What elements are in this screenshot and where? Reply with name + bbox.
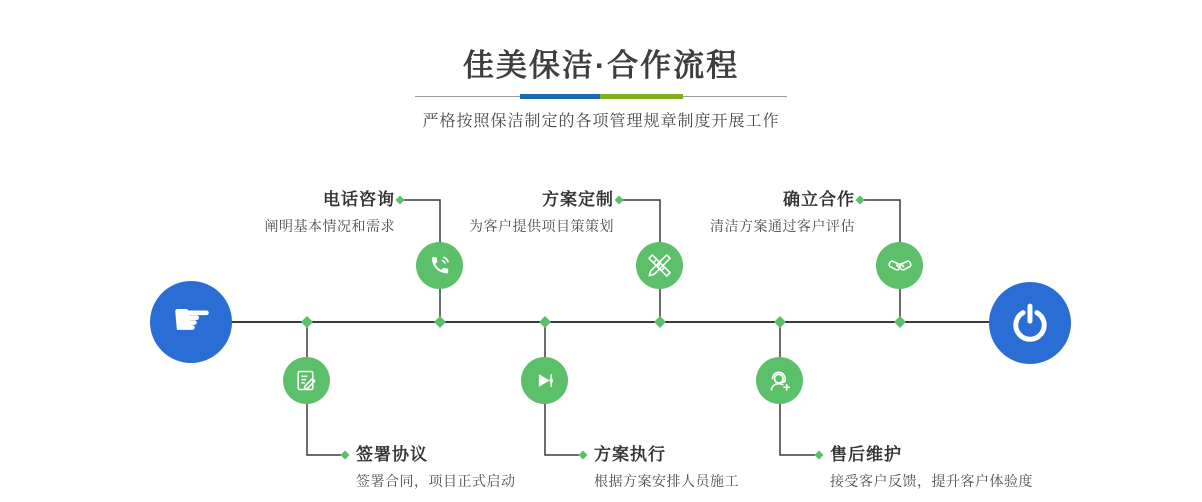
page-title: 佳美保洁·合作流程 — [462, 48, 740, 83]
step-desc: 阐明基本情况和需求 — [264, 218, 395, 234]
node-design — [636, 242, 683, 289]
node-phone — [416, 242, 463, 289]
step-title: 方案执行 — [594, 445, 666, 464]
node-execution — [521, 357, 568, 404]
junction-diamonds — [301, 196, 906, 460]
step-desc: 根据方案安排人员施工 — [594, 473, 739, 489]
power-icon — [1007, 300, 1053, 346]
step-desc: 为客户提供项目策策划 — [469, 218, 614, 234]
phone-icon — [426, 252, 453, 279]
step-desc: 签署合同，项目正式启动 — [356, 473, 516, 489]
step-sign-agreement — [356, 445, 616, 490]
step-phone-consult — [185, 190, 395, 235]
node-aftersales — [756, 357, 803, 404]
end-node — [989, 282, 1071, 364]
node-cooperation — [876, 242, 923, 289]
handshake-icon — [886, 252, 914, 280]
step-title: 确立合作 — [783, 190, 855, 209]
step-establish-coop — [645, 190, 855, 235]
step-title: 签署协议 — [356, 445, 428, 464]
step-aftersales — [830, 445, 1090, 490]
page-subtitle: 严格按照保洁制定的各项管理规章制度开展工作 — [422, 113, 780, 130]
support-icon — [766, 367, 794, 395]
step-title: 电话咨询 — [323, 190, 395, 209]
pointing-hand-icon: ☛ — [171, 293, 213, 345]
pencil-ruler-icon — [646, 252, 673, 279]
step-plan-custom — [404, 190, 614, 235]
step-title: 方案定制 — [542, 190, 614, 209]
play-icon — [531, 367, 558, 394]
step-desc: 接受客户反馈，提升客户体验度 — [830, 473, 1033, 489]
node-contract — [283, 357, 330, 404]
step-desc: 清洁方案通过客户评估 — [710, 218, 855, 234]
step-title: 售后维护 — [830, 445, 902, 464]
start-node — [150, 281, 232, 363]
step-plan-execute — [594, 445, 854, 490]
contract-icon — [293, 367, 320, 394]
